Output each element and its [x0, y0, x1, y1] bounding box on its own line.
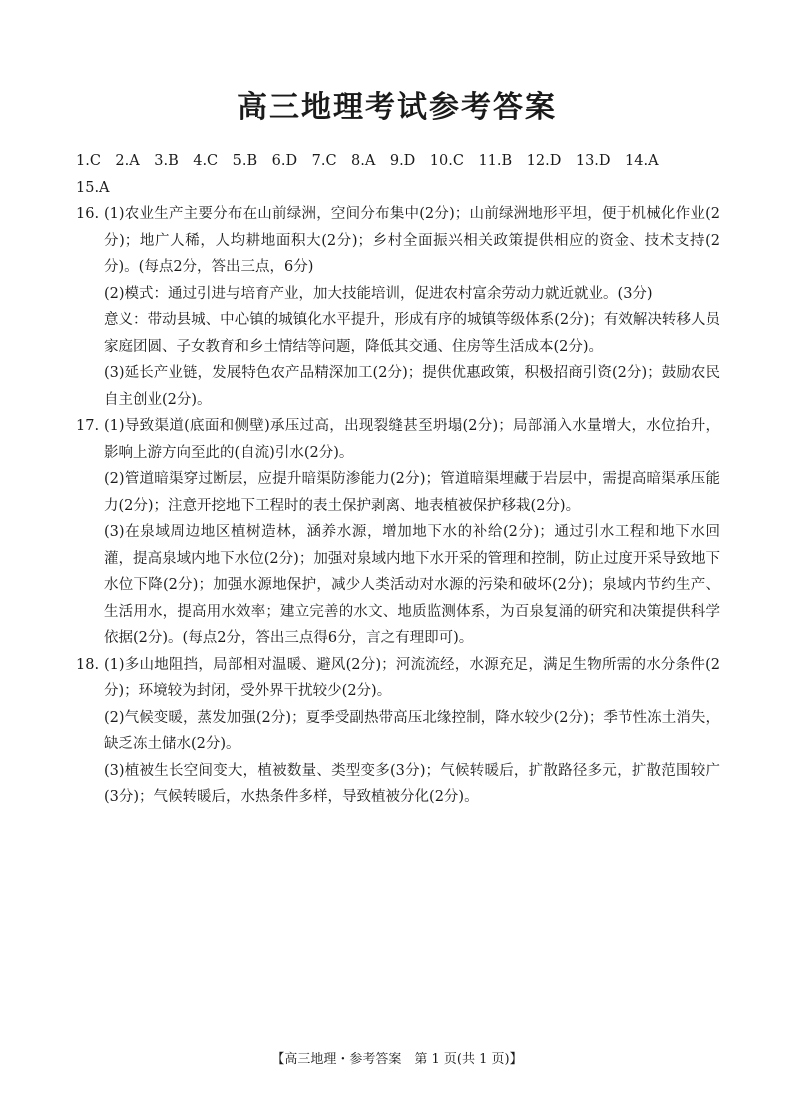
answer-paragraph: (3)在泉域周边地区植树造林，涵养水源，增加地下水的补给(2分)；通过引水工程和地下水回灌，提高泉域内地下水位(2分)；加强对泉域内地下水开采的管理和控制，防止过度开采导致地下水位下降(2分)；加强水源地保护，减少人类活动对水源的污染和破坏(2分)；泉域内节约生产、生活用水，提高用水效率；建立完善的水文、地质监测体系，为百泉复涌的研究和决策提供科学依据(2分)。(每点2分，答出三点得6分，言之有理即可)。 [104, 524, 720, 646]
question-17 [76, 413, 720, 652]
question-16 [76, 201, 720, 413]
answer-paragraph: (3)延长产业链，发展特色农产品精深加工(2分)；提供优惠政策，积极招商引资(2分)；鼓励农民自主创业(2分)。 [104, 365, 720, 408]
answer-content [76, 148, 720, 811]
answer-paragraph: (1)导致渠道(底面和侧壁)承压过高，出现裂缝甚至坍塌(2分)；局部涌入水量增大，水位抬升，影响上游方向至此的(自流)引水(2分)。 [104, 418, 720, 461]
question-number: 17. [76, 418, 100, 434]
answer-paragraph: (2)管道暗渠穿过断层，应提升暗渠防渗能力(2分)；管道暗渠埋藏于岩层中，需提高暗渠承压能力(2分)；注意开挖地下工程时的表土保护剥离、地表植被保护移栽(2分)。 [104, 471, 720, 514]
multiple-choice-answers-line-1: 1.C 2.A 3.B 4.C 5.B 6.D 7.C 8.A 9.D 10.C 11.B 12.D 13.D 14.A [76, 153, 659, 169]
question-number: 18. [76, 656, 100, 673]
answer-paragraph: (2)气候变暖，蒸发加强(2分)；夏季受副热带高压北缘控制，降水较少(2分)；季节性冻土消失，缺乏冻土储水(2分)。 [104, 709, 720, 752]
answer-paragraph: (1)农业生产主要分布在山前绿洲，空间分布集中(2分)；山前绿洲地形平坦，便于机械化作业(2分)；地广人稀，人均耕地面积大(2分)；乡村全面振兴相关政策提供相应的资金、技术支持(2分)。(每点2分，答出三点，6分) [104, 206, 720, 275]
multiple-choice-answers-line-2: 15.A [76, 179, 110, 196]
page-footer: 【高三地理・参考答案 第 1 页(共 1 页)】 [271, 1052, 523, 1067]
answer-paragraph: (3)植被生长空间变大，植被数量、类型变多(3分)；气候转暖后，扩散路径多元，扩散范围较广(3分)；气候转暖后，水热条件多样，导致植被分化(2分)。 [104, 762, 720, 805]
question-number: 16. [76, 206, 100, 222]
question-18 [76, 652, 720, 811]
answer-paragraph: (2)模式：通过引进与培育产业，加大技能培训，促进农村富余劳动力就近就业。(3分) [104, 285, 653, 302]
page-title: 高三地理考试参考答案 [237, 90, 557, 125]
answer-paragraph: (1)多山地阻挡，局部相对温暖、避风(2分)；河流流经，水源充足，满足生物所需的水分条件(2分)；环境较为封闭，受外界干扰较少(2分)。 [104, 656, 720, 699]
answer-paragraph: 意义：带动县城、中心镇的城镇化水平提升，形成有序的城镇等级体系(2分)；有效解决转移人员家庭团圆、子女教育和乡土情结等问题，降低其交通、住房等生活成本(2分)。 [104, 312, 720, 355]
